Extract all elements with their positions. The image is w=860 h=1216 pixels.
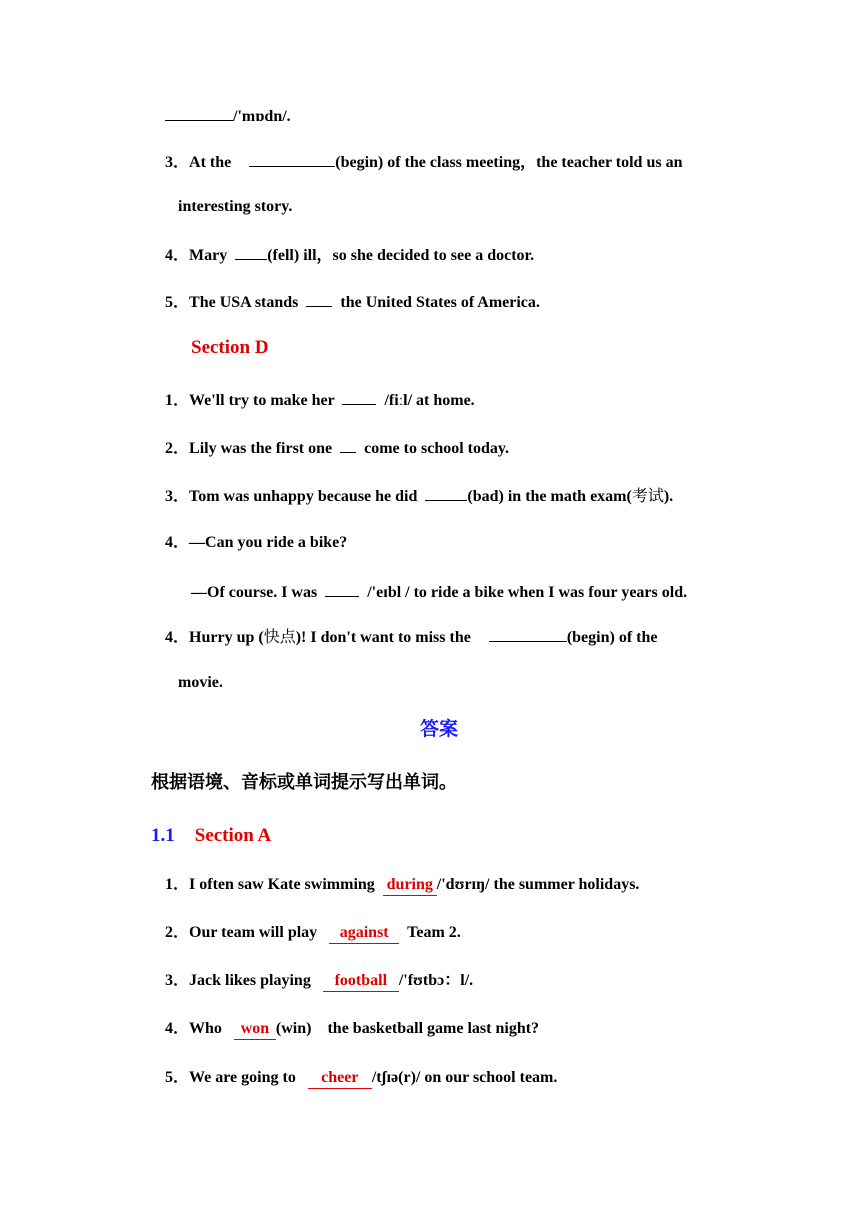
answer-3 [165,971,473,992]
section-d-question-4b [165,625,657,648]
chinese-gloss: 快点 [263,627,296,646]
question-number: 4． [165,629,190,646]
question-text: The USA stands [189,294,299,311]
answer-5 [165,1068,557,1089]
question-text: ). [663,488,674,505]
filled-answer: against [329,923,399,944]
question-text: movie. [178,674,223,691]
question-text: /fiːl/ at home. [384,392,475,409]
section-number: 1.1 [151,825,175,846]
section-d-question-4 [165,533,347,553]
answer-4 [165,1019,539,1040]
question-text: (begin) of the class meeting，the teacher told us an [335,154,683,171]
section-d-title: Section D [191,337,269,358]
filled-answer: during [383,875,437,896]
question-text: (fell) ill，so she decided to see a doctor. [267,247,535,264]
question-number: 4． [165,1020,190,1037]
section-title: Section A [194,825,272,846]
section-d-question-4-reply [191,580,687,603]
question-text: come to school today. [364,440,509,457]
question-text: We are going to [189,1069,296,1086]
question-number: 1． [165,876,190,893]
answer-blank [249,150,335,167]
answer-blank [489,625,567,642]
filled-answer: won [234,1019,276,1040]
question-number: 5． [165,1069,190,1086]
question-text: Jack likes playing [189,972,311,989]
section-d-question-3 [165,484,673,507]
question-number: 3． [165,154,190,171]
answer-blank [325,580,359,597]
question-text: Mary [189,247,228,264]
phonetic-text: /'mɒdn/. [233,108,291,125]
question-number: 2． [165,440,190,457]
question-text: At the [189,154,232,171]
question-text: )! I don't want to miss the [295,629,471,646]
question-number: 4． [165,534,190,551]
question-3-continued [178,197,292,217]
question-text: /tʃɪə(r)/ on our school team. [371,1069,558,1086]
question-text: Who [189,1020,222,1037]
question-text: /'fʊtbɔ：l/. [398,972,474,989]
section-d-question-2 [165,436,509,459]
dialogue-line: —Of course. I was [191,584,318,601]
section-a-heading [151,826,271,846]
question-text: (win) the basketball game last night? [275,1020,540,1037]
question-5 [165,290,540,313]
answer-blank [235,243,267,260]
phonetic-line [165,104,291,127]
question-number: 2． [165,924,190,941]
answers-heading: 答案 [420,718,459,740]
question-number: 3． [165,972,190,989]
answer-blank [342,388,376,405]
filled-answer: cheer [308,1068,372,1089]
section-d-question-4b-continued [178,673,223,693]
question-text: (begin) of the [566,629,658,646]
question-number: 5． [165,294,190,311]
question-text: We'll try to make her [189,392,335,409]
question-text: Tom was unhappy because he did [189,488,418,505]
dialogue-line: /'eɪbl / to ride a bike when I was four years old. [367,584,688,601]
question-number: 1． [165,392,190,409]
chinese-gloss: 考试 [631,486,664,505]
question-text: (bad) in the math exam( [467,488,632,505]
question-4 [165,243,534,266]
question-text: interesting story. [178,198,293,215]
answer-blank [165,104,233,121]
question-text: I often saw Kate swimming [189,876,375,893]
section-d-question-1 [165,388,475,411]
instruction: 根据语境、音标或单词提示写出单词。 [151,772,457,793]
question-text: Our team will play [189,924,318,941]
filled-answer: football [323,971,399,992]
question-text: the United States of America. [340,294,540,311]
question-number: 3． [165,488,190,505]
answer-2 [165,923,461,944]
question-3 [165,150,682,173]
question-text: Team 2. [407,924,461,941]
answer-blank [306,290,332,307]
answer-blank [340,436,356,453]
question-text: Lily was the first one [189,440,333,457]
question-number: 4． [165,247,190,264]
dialogue-line: —Can you ride a bike? [189,534,348,551]
question-text: Hurry up ( [189,629,264,646]
question-text: /'dʊrɪŋ/ the summer holidays. [436,876,640,893]
answer-blank [425,484,467,501]
answer-1 [165,875,639,896]
